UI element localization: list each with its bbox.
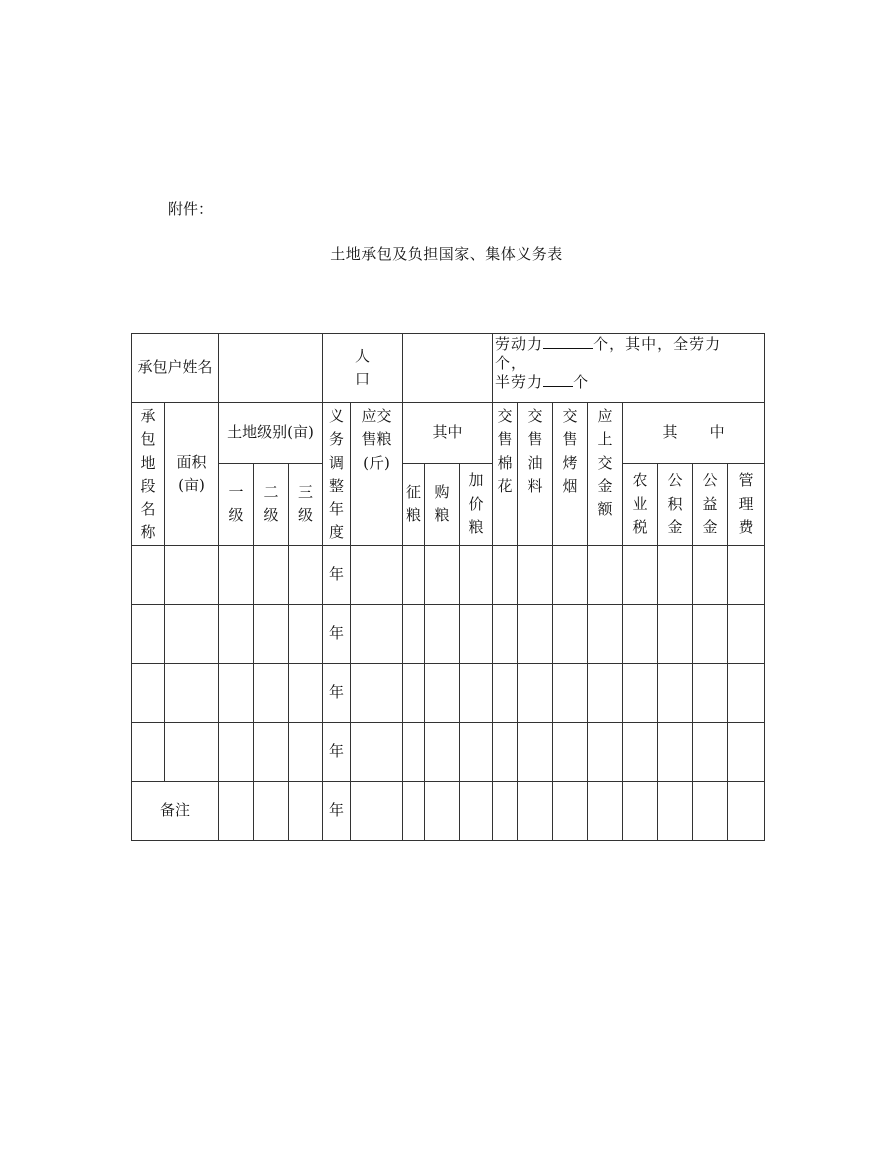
remarks-row	[132, 781, 765, 840]
full-labor-unit: 个，	[495, 353, 528, 372]
year-cell[interactable]: 年	[323, 722, 351, 781]
agri-tax-header: 农业税	[623, 463, 658, 545]
table-row	[132, 663, 765, 722]
header-row-1	[132, 334, 765, 403]
grade-2-header: 二级	[254, 463, 289, 545]
oil-header: 交售油料	[518, 403, 553, 546]
among-header-2: 其 中	[623, 403, 765, 464]
purchase-grain-header: 购粮	[425, 463, 460, 545]
full-labor-label: 个，其中，全劳力	[593, 335, 722, 353]
plot-name-header: 承包地段名称	[132, 403, 165, 546]
half-labor-label: 半劳力	[495, 372, 544, 391]
attachment-label: 附件：	[168, 200, 214, 218]
obligation-table	[131, 333, 765, 841]
adjust-year-header: 义务调整年度	[323, 403, 351, 546]
area-header: 面积(亩)	[165, 403, 219, 546]
among-header-1: 其中	[403, 403, 493, 464]
welfare-header: 公益金	[693, 463, 728, 545]
labor-force-cell	[493, 334, 765, 403]
population-label: 人口	[323, 334, 403, 403]
mgmt-fee-header: 管理费	[728, 463, 765, 545]
half-labor-unit: 个	[573, 372, 590, 391]
accumulation-header: 公积金	[658, 463, 693, 545]
grain-due-header: 应交售粮(斤)	[351, 403, 403, 546]
household-name-label: 承包户姓名	[132, 334, 219, 403]
year-cell[interactable]: 年	[323, 781, 351, 840]
half-labor-blank[interactable]	[543, 374, 573, 387]
cotton-header: 交售棉花	[493, 403, 518, 546]
population-value[interactable]	[403, 334, 493, 403]
year-cell[interactable]: 年	[323, 663, 351, 722]
payable-header: 应上交金额	[588, 403, 623, 546]
table-row	[132, 604, 765, 663]
year-cell[interactable]: 年	[323, 545, 351, 604]
grade-1-header: 一级	[219, 463, 254, 545]
grade-3-header: 三级	[289, 463, 323, 545]
premium-grain-header: 加价粮	[460, 463, 493, 545]
table-row	[132, 722, 765, 781]
form-title: 土地承包及负担国家、集体义务表	[330, 245, 563, 263]
header-row-3	[132, 463, 765, 545]
year-cell[interactable]: 年	[323, 604, 351, 663]
remarks-label: 备注	[132, 781, 219, 840]
header-row-2	[132, 403, 765, 464]
labor-blank[interactable]	[543, 336, 593, 349]
table-row	[132, 545, 765, 604]
labor-label: 劳动力	[495, 335, 544, 353]
levy-grain-header: 征粮	[403, 463, 425, 545]
household-name-value[interactable]	[219, 334, 323, 403]
tobacco-header: 交售烤烟	[553, 403, 588, 546]
land-grade-header: 土地级别(亩)	[219, 403, 323, 464]
